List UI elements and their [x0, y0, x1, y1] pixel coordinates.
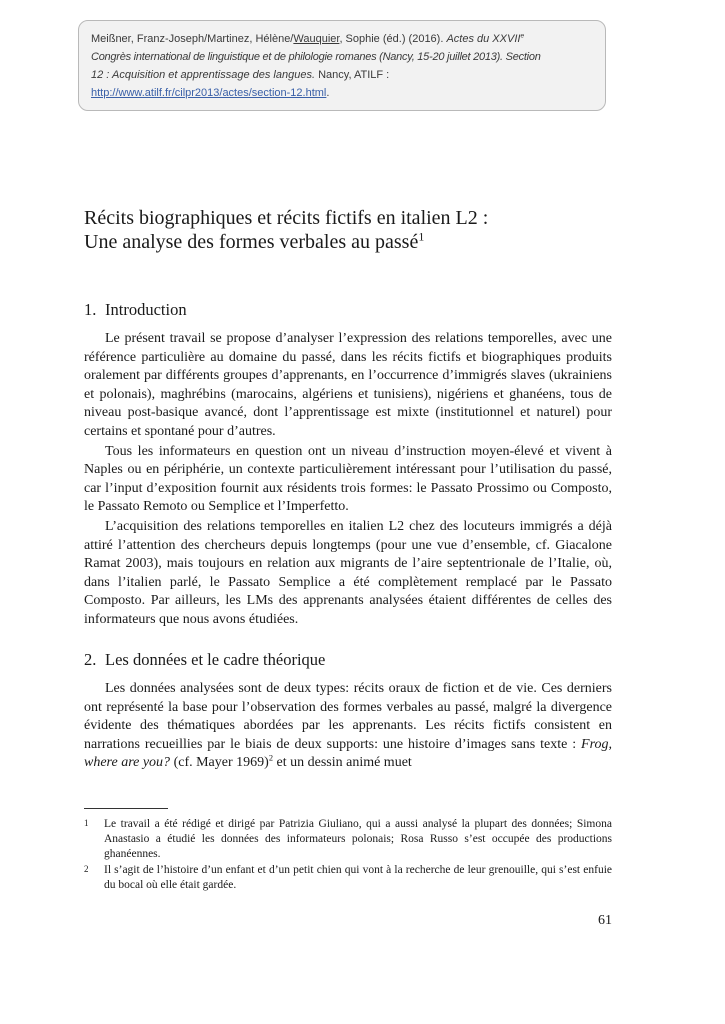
- page-number: 61: [598, 913, 612, 928]
- section-1-number: 1.: [84, 300, 97, 319]
- section-2-paragraph-1: [84, 680, 612, 773]
- footnote-2: [84, 863, 612, 893]
- paper-title: [84, 206, 644, 254]
- footnote-rule: [84, 808, 168, 809]
- section-2-body: [84, 680, 612, 773]
- section-1-heading: [84, 300, 624, 320]
- citation-line-3: [91, 66, 594, 84]
- section-1-paragraph-1: Le présent travail se propose d’analyser l’expression des relations temporelles, avec une référence particulière au domaine du passé, dans les récits fictifs et biographiques produits oralement par différents groupes d’apprenants, en l’occurrence d’immigrés slaves (ukrainiens et polonais), maghrébins (marocains, algériens et tunisiens), nigériens et ghanéens, tous de niveau post-basique avancé, dont l’apprentissage est mixte (institutionnel et naturel) pour certains et spontané pour d’autres.: [84, 331, 612, 439]
- paper-title-line-1: Récits biographiques et récits fictifs en italien L2 :: [84, 207, 489, 229]
- citation-line-2: Congrès international de linguistique et de philologie romanes (Nancy, 15-20 juillet 2013). Section: [91, 51, 541, 63]
- section-2-paragraph-italic: Frog, where are you?: [84, 736, 612, 771]
- footnote-1: [84, 817, 612, 862]
- section-2-paragraph-text: Les données analysées sont de deux types: récits oraux de fiction et de vie. Ces derniers ont représenté la base pour l’observation des formes verbales au passé, malgré la divergence évidente des thématiques abordées par les apprenants. Les récits fictifs consistent en narrations recueillies par le biais de deux supports: une histoire d’images sans texte :: [84, 681, 612, 752]
- section-1-paragraph-3: L’acquisition des relations temporelles en italien L2 chez des locuteurs immigrés a déjà attiré l’attention des chercheurs depuis longtemps (pour une vue d’ensemble, cf. Giacalone Ramat 2003), mais toujours en relation aux migrants de l’aire septentrionale de l’Italie, où, dans l’italien parlé, le Passato Semplice a été complètement remplacé par le Passato Composto. Par ailleurs, les LMs des apprenants analysées étaient différentes de celles des informateurs que nous avons étudiées.: [84, 518, 612, 627]
- citation-box: [78, 20, 606, 111]
- citation-section: 12 : Acquisition et apprentissage des langues.: [91, 69, 316, 81]
- section-2-paragraph-cite: (cf. Mayer 1969): [170, 755, 269, 771]
- citation-author-last: Wauquier: [293, 33, 340, 45]
- citation-url-end: .: [326, 87, 330, 99]
- section-1-title: Introduction: [105, 300, 187, 319]
- footnote-1-text: Le travail a été rédigé et dirigé par Patrizia Giuliano, qui a aussi analysé la plupart des données; Simona Anastasio a étudié les données des informateurs polonais; Rosa Russo s’est occupée des productions ghanéennes.: [104, 818, 612, 860]
- footnotes: [84, 817, 612, 894]
- paper-title-line-2-text: Une analyse des formes verbales au passé: [84, 231, 419, 253]
- section-1-paragraph-2: Tous les informateurs en question ont un niveau d’instruction moyen-élevé et vivent à Naples ou en périphérie, un contexte particulièrement intéressant pour l’utilisation du passé, car l’input d’exposition fournit aux résidents trois formes: le Passato Prossimo ou Composto, le Passato Remoto ou Semplice et l’Imperfetto.: [84, 443, 612, 515]
- section-2-paragraph-end: et un dessin animé muet: [273, 755, 412, 771]
- title-footnote-ref[interactable]: 1: [418, 229, 425, 244]
- footnote-2-text: Il s’agit de l’histoire d’un enfant et d’un petit chien qui vont à la recherche de leur grenouille, qui s’est enfuie du bocal où elle était gardée.: [104, 864, 612, 891]
- section-2-footnote-ref[interactable]: 2: [268, 753, 273, 763]
- section-2-number: 2.: [84, 650, 97, 669]
- paper-title-line-2: [84, 230, 644, 254]
- citation-book-title: Actes du XXVII: [446, 33, 521, 45]
- citation-authors: Meißner, Franz-Joseph/Martinez, Hélène/: [91, 33, 294, 45]
- section-1-body: [84, 330, 612, 630]
- citation-line-4: [91, 84, 594, 102]
- citation-publisher: Nancy, ATILF :: [315, 69, 390, 81]
- citation-author-last-rest: , Sophie: [339, 33, 380, 45]
- footnote-2-number: 2: [84, 864, 89, 874]
- citation-url-link[interactable]: http://www.atilf.fr/cilpr2013/actes/section-12.html: [91, 87, 327, 99]
- section-2-title: Les données et le cadre théorique: [105, 650, 326, 669]
- citation-line-1: [91, 30, 594, 48]
- footnote-1-number: 1: [84, 818, 89, 828]
- citation-editor-year: (éd.) (2016).: [379, 33, 447, 45]
- section-2-heading: [84, 650, 624, 670]
- citation-book-title-sup: e: [520, 32, 525, 40]
